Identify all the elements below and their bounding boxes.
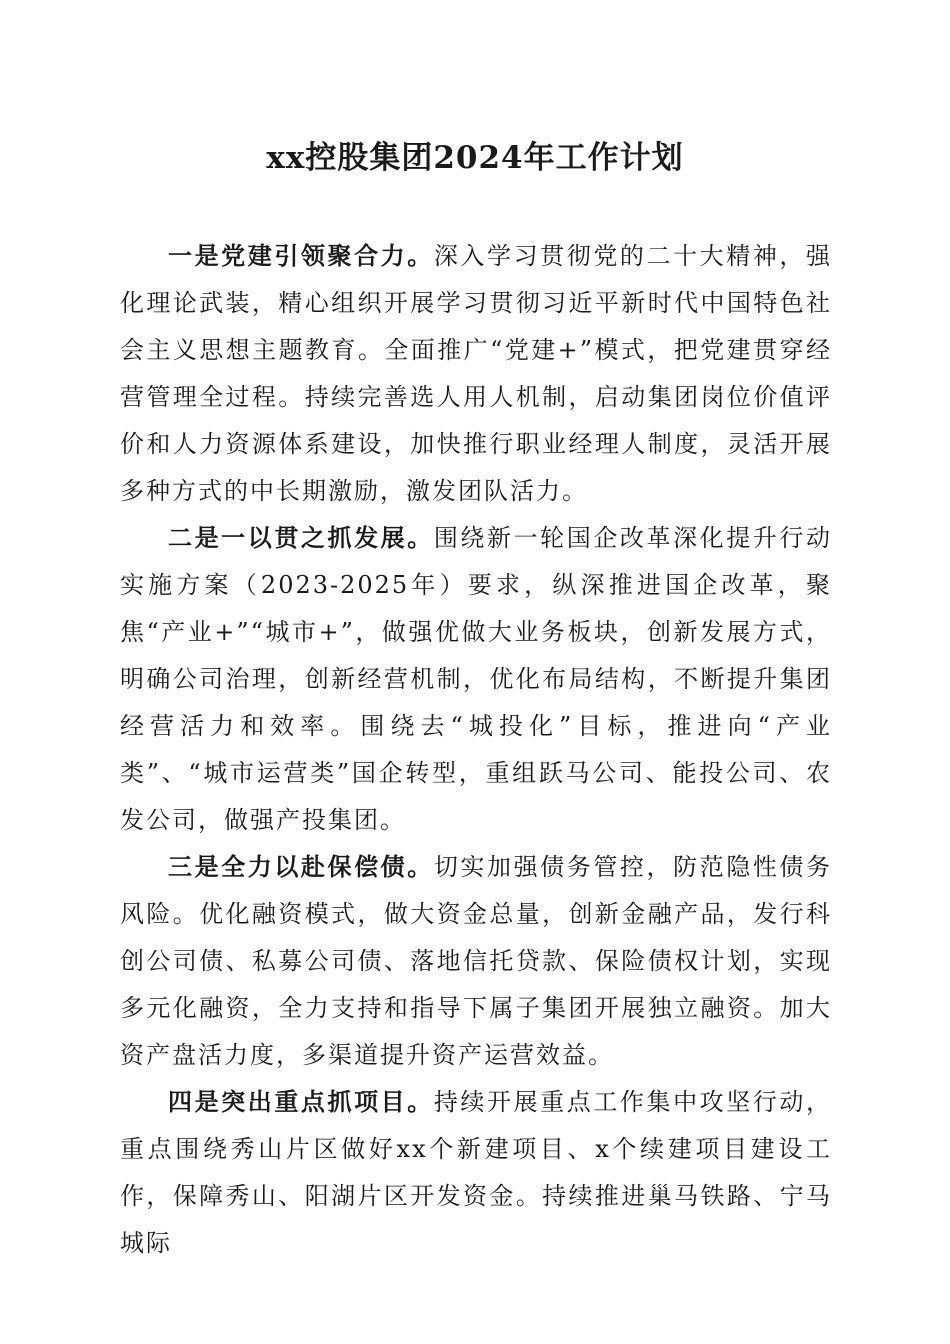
paragraph-lead: 三是全力以赴保偿债。 [168, 853, 434, 881]
paragraph-text: 持续开展重点工作集中攻坚行动，重点围绕秀山片区做好xx个新建项目、x个续建项目建设工作，保障秀山、阳湖片区开发资金。持续推进巢马铁路、宁马城际 [120, 1088, 833, 1257]
paragraph-lead: 二是一以贯之抓发展。 [168, 524, 434, 552]
paragraph-text: 深入学习贯彻党的二十大精神，强化理论武装，精心组织开展学习贯彻习近平新时代中国特色社会主义思想主题教育。全面推广“党建+”模式，把党建贯穿经营管理全过程。持续完善选人用人机制，启动集团岗位价值评价和人力资源体系建设，加快推行职业经理人制度，灵活开展多种方式的中长期激励，激发团队活力。 [120, 242, 833, 505]
paragraph-lead: 一是党建引领聚合力。 [168, 242, 434, 270]
paragraph-projects [120, 1079, 832, 1267]
paragraph-development [120, 515, 832, 844]
paragraph-party-building [120, 233, 832, 515]
paragraph-lead: 四是突出重点抓项目。 [168, 1088, 434, 1116]
paragraph-text: 围绕新一轮国企改革深化提升行动实施方案（2023-2025年）要求，纵深推进国企改革，聚焦“产业+”“城市+”，做强优做大业务板块，创新发展方式，明确公司治理，创新经营机制，优化布局结构，不断提升集团经营活力和效率。围绕去“城投化”目标，推进向“产业类”、“城市运营类”国企转型，重组跃马公司、能投公司、农发公司，做强产投集团。 [120, 524, 833, 834]
paragraph-text: 切实加强债务管控，防范隐性债务风险。优化融资模式，做大资金总量，创新金融产品，发行科创公司债、私募公司债、落地信托贷款、保险债权计划，实现多元化融资，全力支持和指导下属子集团开展独立融资。加大资产盘活力度，多渠道提升资产运营效益。 [120, 853, 833, 1069]
document-body [120, 233, 832, 1267]
paragraph-debt [120, 844, 832, 1079]
page-title: xx控股集团2024年工作计划 [266, 140, 684, 176]
